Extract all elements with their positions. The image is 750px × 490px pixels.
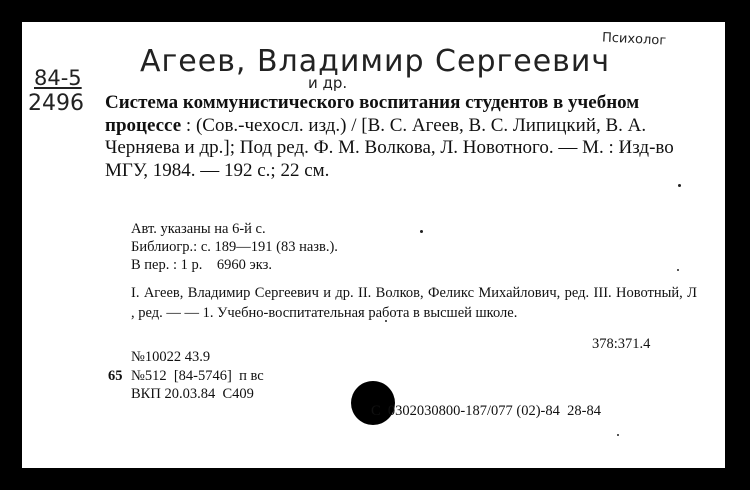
shelfmark-top: 84-5 (34, 66, 82, 90)
dust-speck (385, 320, 387, 322)
dust-speck (678, 184, 681, 187)
handwritten-author: Агеев, Владимир Сергеевич (140, 44, 611, 79)
code-line: С 0302030800-187/077 (02)-84 28-84 (371, 403, 601, 419)
number-line: №10022 43.9 (131, 349, 211, 365)
dust-speck (420, 230, 423, 233)
notes-block (131, 220, 338, 274)
catalog-card (22, 22, 734, 468)
note-bibliography: Библиогр.: с. 189—191 (83 назв.). (131, 239, 338, 255)
bibliographic-description (105, 92, 705, 182)
shelfmark-bottom: 2496 (28, 91, 84, 116)
dust-speck (617, 434, 619, 436)
handwritten-insert: и др. (308, 74, 348, 92)
dust-speck (677, 269, 679, 271)
title-bold: Система коммунистического воспитания студентов в учебном процессе (105, 92, 640, 136)
line-65: №512 [84-5746] п вс (131, 368, 264, 384)
corner-note: Психолог (601, 30, 667, 49)
title-rest: : (Сов.-чехосл. изд.) / [В. С. Агеев, В. С. Липицкий, В. А. Черняева и др.]; Под ред. Ф. М. Волкова, Л. Новотного. — М. : Изд-во МГУ, 1984. — 192 с.; 22 см. (105, 114, 674, 181)
line-65-prefix: 65 (108, 368, 123, 384)
udc-code: 378:371.4 (592, 336, 651, 352)
note-price: В пер. : 1 р. 6960 экз. (131, 257, 272, 273)
vkp-line: ВКП 20.03.84 С409 (131, 386, 254, 402)
tracing-block: I. Агеев, Владимир Сергеевич и др. II. Волков, Феликс Михайлович, ред. III. Новотный, Л , ред. — — 1. Учебно-воспитательная работа в высшей школе. (131, 285, 734, 321)
note-authors: Авт. указаны на 6-й с. (131, 221, 266, 237)
